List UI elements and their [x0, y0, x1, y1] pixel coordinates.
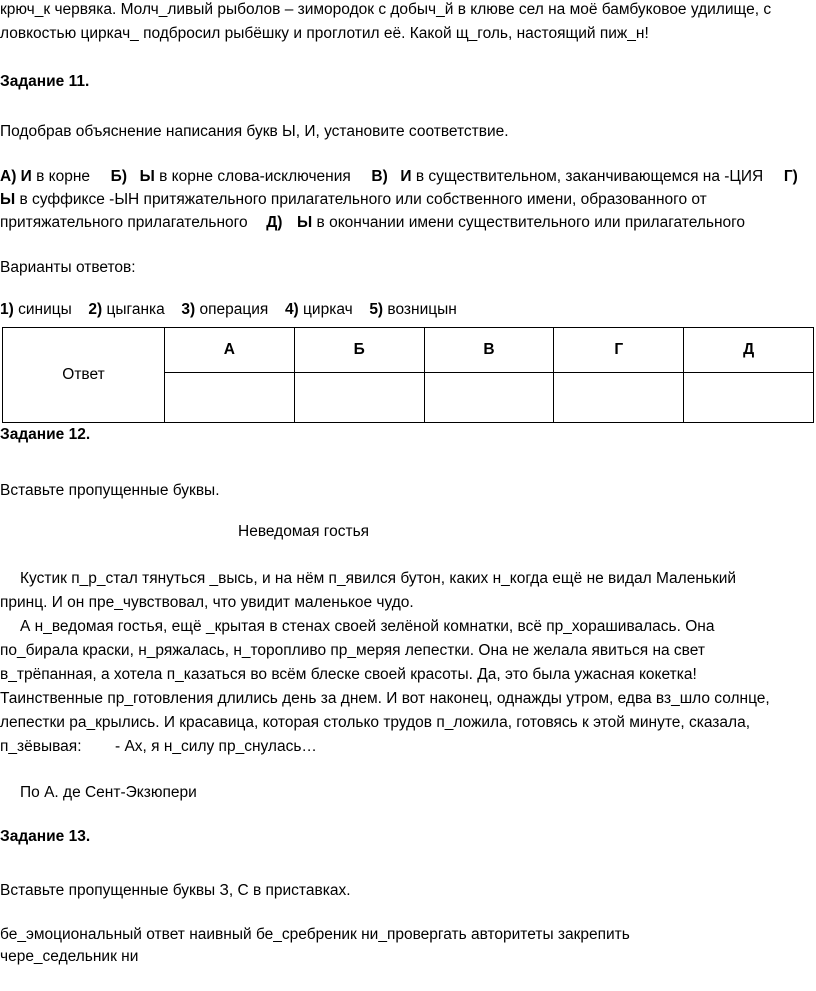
option-d-letter: Ы: [297, 214, 313, 231]
task11-title: Задание 11.: [0, 73, 90, 90]
text-line-8: п_зёвывая:: [0, 738, 82, 755]
option-a-letter: И: [20, 168, 32, 185]
text-line-5: в_трёпанная, а хотела п_казаться во всём блеске своей красоты. Да, это была ужасная кокетка!: [0, 666, 697, 683]
answer-4-num: 4): [284, 301, 299, 318]
task11-options-line-1: [0, 166, 798, 188]
text-line-4: по_бирала краски, н_ряжалась, н_торопливо пр_меряя лепестки. Она не желала явиться на свет: [0, 642, 705, 659]
option-g-text-2: притяжательного прилагательного: [0, 214, 248, 231]
text-line-9: - Ах, я н_силу пр_снулась…: [115, 738, 317, 755]
option-g-label: Г): [783, 168, 798, 185]
answer-1-num: 1): [0, 301, 14, 318]
option-g-text: в суффиксе -ЫН притяжательного прилагательного или собственного имени, образованного от: [19, 191, 707, 208]
answer-5-word: возницын: [387, 301, 457, 318]
text-title: Неведомая гостья: [238, 523, 370, 540]
answer-2-num: 2): [88, 301, 103, 318]
option-v-text: в существительном, заканчивающемся на -ЦИЯ: [415, 168, 764, 185]
task11-instruction: Подобрав объяснение написания букв Ы, И, установите соответствие.: [0, 123, 509, 140]
answer-1-word: синицы: [18, 301, 72, 318]
task13-line-2: чере_седельник ни: [0, 948, 139, 965]
option-a-label: А): [0, 168, 17, 185]
task11-options-line-2: [0, 189, 707, 211]
answer-5-num: 5): [369, 301, 384, 318]
option-d-text: в окончании имени существительного или прилагательного: [316, 214, 746, 231]
option-v-letter: И: [400, 168, 412, 185]
intro-line-2: ловкостью циркач_ подбросил рыбёшку и проглотил её. Какой щ_голь, настоящий пиж_н!: [0, 25, 649, 42]
option-b-letter: Ы: [139, 168, 155, 185]
text-line-6: Таинственные пр_готовления длились день за днем. И вот наконец, однажды утром, едва вз_шло солнце,: [0, 690, 770, 707]
answer-2-word: цыганка: [106, 301, 165, 318]
answer-cell-g[interactable]: [554, 373, 684, 423]
answer-cell-b[interactable]: [294, 373, 424, 423]
task12-instruction: Вставьте пропущенные буквы.: [0, 482, 220, 499]
intro-line-1: крюч_к червяка. Молч_ливый рыболов – зимородок с добыч_й в клюве сел на моё бамбуковое удилище, с: [0, 1, 772, 18]
task12-title: Задание 12.: [0, 426, 91, 443]
option-g-letter: Ы: [0, 191, 16, 208]
option-a-text: в корне: [36, 168, 91, 185]
answer-3-num: 3): [181, 301, 196, 318]
answer-header-b: Б: [294, 328, 424, 373]
answer-3-word: операция: [199, 301, 269, 318]
answer-cell-d[interactable]: [684, 373, 814, 423]
answer-cell-a[interactable]: [165, 373, 295, 423]
text-line-7: лепестки ра_крылись. И красавица, которая столько трудов п_ложила, готовясь к этой минуте, сказала,: [0, 714, 750, 731]
task11-variants-title: Варианты ответов:: [0, 259, 136, 276]
answer-row-label: Ответ: [3, 328, 165, 423]
answer-cell-v[interactable]: [424, 373, 554, 423]
text-line-2: принц. И он пре_чувствовал, что увидит маленькое чудо.: [0, 594, 414, 611]
answer-header-v: В: [424, 328, 554, 373]
option-b-text: в корне слова-исключения: [159, 168, 351, 185]
option-d-label: Д): [266, 214, 283, 231]
answer-header-a: А: [165, 328, 295, 373]
option-b-label: Б): [110, 168, 127, 185]
text-line-3: А н_ведомая гостья, ещё _крытая в стенах своей зелёной комнатки, всё пр_хорашивалась. Она: [20, 618, 715, 635]
answer-4-word: циркач: [303, 301, 353, 318]
text-author: По А. де Сент-Экзюпери: [20, 784, 197, 801]
option-v-label: В): [371, 168, 388, 185]
task13-line-1: бе_эмоциональный ответ наивный бе_сребреник ни_провергать авторитеты закрепить: [0, 926, 630, 943]
task11-answer-variants: [0, 299, 457, 321]
task13-instruction: Вставьте пропущенные буквы З, С в приставках.: [0, 882, 351, 899]
answer-table: [2, 327, 814, 423]
answer-header-g: Г: [554, 328, 684, 373]
task13-title: Задание 13.: [0, 828, 91, 845]
text-line-1: Кустик п_р_стал тянуться _высь, и на нём п_явился бутон, каких н_когда ещё не видал Маленький: [20, 570, 737, 587]
task11-options-line-3: [0, 212, 745, 234]
answer-header-d: Д: [684, 328, 814, 373]
